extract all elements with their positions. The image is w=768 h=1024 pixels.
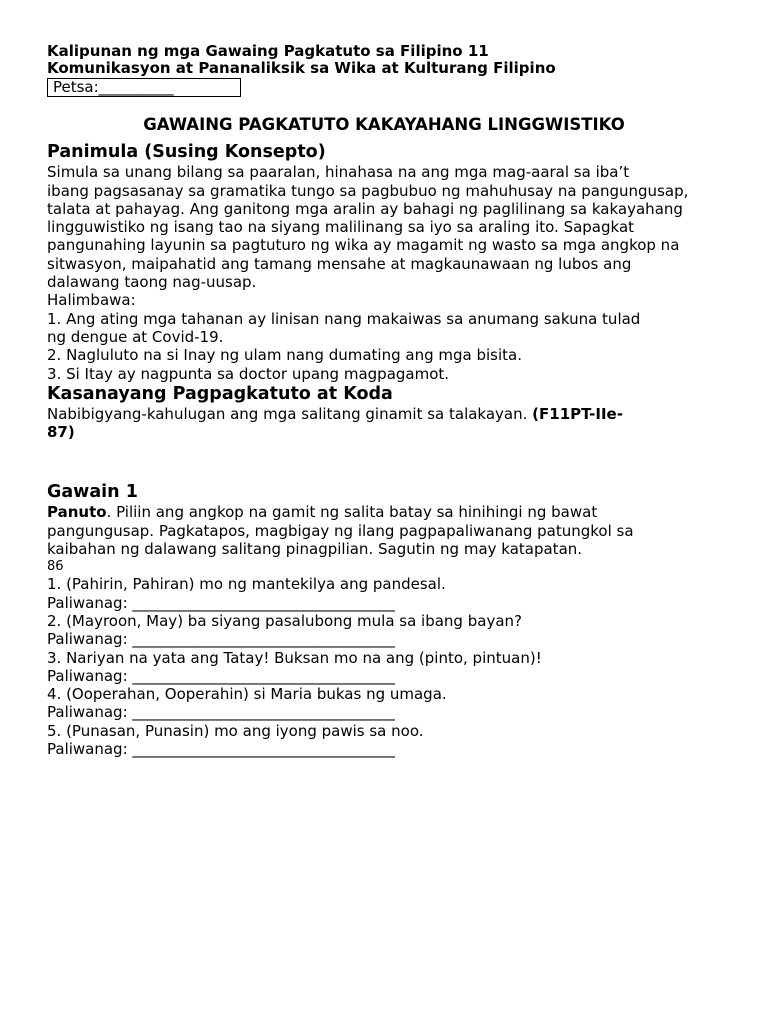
answer-line: Paliwanag: ___________________________________ (47, 666, 395, 685)
panimula-line: dalawang taong nag-uusap. (47, 273, 257, 292)
question-item: 5. (Punasan, Punasin) mo ang iyong pawis sa noo. (47, 721, 424, 740)
answer-line: Paliwanag: ___________________________________ (47, 740, 395, 759)
panimula-line: Simula sa unang bilang sa paaralan, hinahasa na ang mga mag-aaral sa iba’t (47, 163, 630, 182)
gawain-heading: Gawain 1 (47, 482, 138, 503)
example-line: 2. Nagluluto na si Inay ng ulam nang dumating ang mga bisita. (47, 346, 522, 365)
panimula-line: ibang pagsasanay sa gramatika tungo sa pagbubuo ng mahuhusay na pangungusap, (47, 181, 689, 200)
question-list (47, 575, 727, 758)
competency-text: Nabibigyang-kahulugan ang mga salitang ginamit sa talakayan. (47, 404, 533, 423)
question-item: 4. (Ooperahan, Ooperahin) si Maria bukas ng umaga. (47, 685, 447, 704)
panuto-line: pangungusap. Pagkatapos, magbigay ng ilang pagpapaliwanang patungkol sa (47, 521, 634, 540)
date-field: Petsa:__________ (47, 78, 241, 97)
page-number: 86 (47, 559, 64, 575)
panuto-label: Panuto (47, 503, 107, 522)
panimula-line: lingguwistiko ng isang tao na siyang malilinang sa iyo sa araling ito. Sapagkat (47, 218, 635, 237)
halimbawa-label: Halimbawa: (47, 291, 136, 310)
panimula-line: sitwasyon, maipahatid ang tamang mensahe at magkaunawaan ng lubos ang (47, 254, 632, 273)
panimula-body (47, 163, 727, 383)
question-item: 3. Nariyan na yata ang Tatay! Buksan mo na ang (pinto, pintuan)! (47, 648, 542, 667)
answer-line: Paliwanag: ___________________________________ (47, 593, 395, 612)
question-item: 2. (Mayroon, May) ba siyang pasalubong mula sa ibang bayan? (47, 611, 522, 630)
worksheet-title: GAWAING PAGKATUTO KAKAYAHANG LINGGWISTIKO (143, 115, 625, 134)
competency-code-cont: 87) (47, 423, 75, 442)
example-line: ng dengue at Covid-19. (47, 327, 224, 346)
course-subtitle: Komunikasyon at Pananaliksik sa Wika at Kulturang Filipino (47, 59, 556, 77)
panuto-text: . Piliin ang angkop na gamit ng salita batay sa hinihingi ng bawat (106, 503, 598, 522)
example-line: 1. Ang ating mga tahanan ay linisan nang makaiwas sa anumang sakuna tulad (47, 309, 641, 328)
competency-code: (F11PT-IIe- (532, 404, 623, 423)
panuto-line (47, 503, 727, 521)
answer-line: Paliwanag: ___________________________________ (47, 703, 395, 722)
panimula-heading: Panimula (Susing Konsepto) (47, 142, 326, 163)
kasanayan-text (47, 405, 727, 423)
example-line: 3. Si Itay ay nagpunta sa doctor upang magpagamot. (47, 364, 450, 383)
answer-line: Paliwanag: ___________________________________ (47, 630, 395, 649)
question-item: 1. (Pahirin, Pahiran) mo ng mantekilya ang pandesal. (47, 575, 446, 594)
panimula-line: pangunahing layunin sa pagtuturo ng wika ay magamit ng wasto sa mga angkop na (47, 236, 680, 255)
panimula-line: talata at pahayag. Ang ganitong mga aralin ay bahagi ng paglilinang sa kakayahang (47, 199, 683, 218)
panuto-line: kaibahan ng dalawang salitang pinagpilian. Sagutin ng may katapatan. (47, 540, 583, 559)
document-page (47, 43, 727, 758)
course-title: Kalipunan ng mga Gawaing Pagkatuto sa Filipino 11 (47, 42, 489, 60)
kasanayan-heading: Kasanayang Pagpagkatuto at Koda (47, 383, 393, 404)
